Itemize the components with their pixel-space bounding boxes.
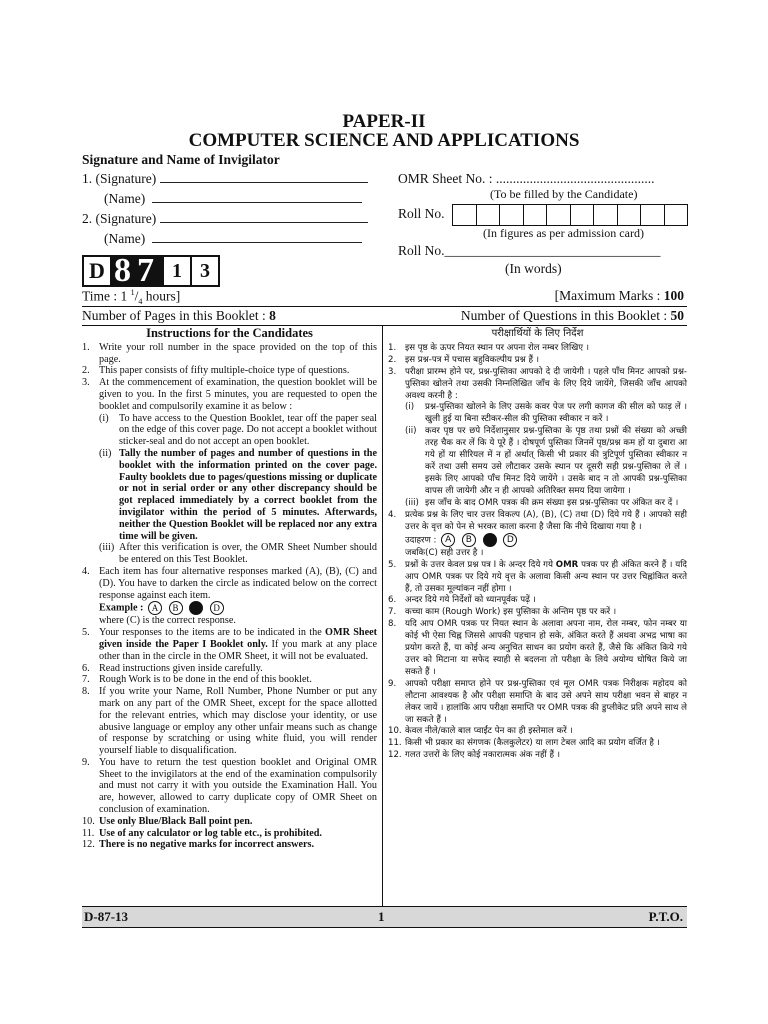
pages-count: Number of Pages in this Booklet : 8: [82, 308, 276, 323]
name-1: (Name): [104, 191, 362, 207]
hindi-heading: परीक्षार्थियों के लिए निर्देश: [491, 328, 584, 339]
booklet-code: [82, 252, 220, 289]
option-b-bubble: B: [169, 601, 183, 615]
page-number: 1: [378, 909, 385, 924]
booklet-code-footer: D-87-13: [84, 909, 129, 924]
signature-2: 2. (Signature): [82, 211, 368, 227]
roll-note: (In figures as per admission card): [483, 226, 644, 240]
code-session-2: 3: [200, 259, 210, 282]
hindi-option-d-bubble: D: [503, 533, 517, 547]
hindi-option-c-filled-bubble: [483, 533, 497, 547]
name-2: (Name): [104, 231, 362, 247]
time-allowed: Time : 1 $^1/_4$ hours]: [82, 288, 181, 307]
signature-1: 1. (Signature): [82, 171, 368, 187]
paper-number: PAPER-II: [342, 111, 426, 132]
max-marks: [Maximum Marks : 100: [554, 288, 684, 303]
page-footer: [82, 906, 687, 928]
pto-label: P.T.O.: [648, 909, 683, 924]
roll-words: Roll No.________________________________: [398, 243, 661, 258]
hindi-option-a-bubble: A: [441, 533, 455, 547]
code-letter: D: [84, 257, 112, 285]
english-instructions: Instructions for the Candidates 1. Write your roll number in the space provided on the top of this page. 2. This paper consists of fifty multiple-choice type of questions. 3. At the commencement of examination, the question booklet will be given to you. In the first 5 minutes, you are requested to open the booklet and compulsorily examine it as below : (i) To have access to the Question Booklet, tear off the paper seal on the edge of this cover page. Do not accept a booklet without sticker-seal and do not accept an open booklet. (ii) Tally the number of pages and number of questions in the booklet with the information printed on the cover page. Faulty booklets due to pages/questions missing or duplicate or not in serial order or any other discrepancy should be got replaced immediately by a correct booklet from the invigilator within the period of 5 minutes. Afterwards, neither the Question Booklet will be replaced nor any extra time will be given. (iii) After this verification is over, the OMR Sheet Number should be entered on this Test Booklet. 4. Each item has four alternative responses marked (A), (B), (C) and (D). You have to darken the circle as indicated below on the correct response against each item. Example : A B D where (C) is the correct response. 5. Your responses to the items are to be indicated in the OMR Sheet given inside the Paper I Booklet only. If you mark at any place other than in the circle in the OMR Sheet, it will not be evaluated. 6. Read instructions given inside carefully. 7. Rough Work is to be done in the end of this booklet. 8. If you write your Name, Roll Number, Phone Number or put any mark on any part of the OMR Sheet, except for the space allotted for the relevant entries, which may disclose your identity, or use abusive language or employ any other unfair means such as change of response by scratching or using white fluid, you will render yourself liable to disqualification. 9. You have to return the test question booklet and Original OMR Sheet to the invigilators at the end of the examination compulsorily and must not carry it with you outside the Examination Hall. You are, however, allowed to carry duplicate copy of OMR Sheet on conclusion of examination. 10. Use only Blue/Black Ball point pen. 11. Use of any calculator or log table etc., is prohibited. 12. There is no negative marks for incorrect answers.: [82, 326, 378, 851]
omr-note: (To be filled by the Candidate): [490, 187, 638, 201]
option-c-filled-bubble: [189, 601, 203, 615]
english-heading: Instructions for the Candidates: [146, 326, 313, 340]
invigilator-heading: Signature and Name of Invigilator: [82, 152, 280, 167]
option-a-bubble: A: [148, 601, 162, 615]
column-divider: [382, 326, 383, 906]
roll-label: Roll No.: [398, 206, 445, 221]
roll-number-boxes[interactable]: [452, 204, 688, 226]
paper-subject: COMPUTER SCIENCE AND APPLICATIONS: [188, 130, 580, 151]
hindi-instructions: परीक्षार्थियों के लिए निर्देश 1. इस पृष्ठ के ऊपर नियत स्थान पर अपना रोल नम्बर लिखिए । 2. इस प्रश्न-पत्र में पचास बहुविकल्पीय प्रश्न हैं । 3. परीक्षा प्रारम्भ होने पर, प्रश्न-पुस्तिका आपको दे दी जायेगी । पहले पाँच मिनट आपको प्रश्न-पुस्तिका खोलने तथा उसकी निम्नलिखित जाँच के लिए दिये जायेंगे, जिसकी जाँच आपको अवश्य करनी है : (i) प्रश्न-पुस्तिका खोलने के लिए उसके कवर पेज पर लगी कागज की सील को फाड़ लें । खुली हुई या बिना स्टीकर-सील की पुस्तिका स्वीकार न करें । (ii) कवर पृष्ठ पर छपे निर्देशानुसार प्रश्न-पुस्तिका के पृष्ठ तथा प्रश्नों की संख्या को अच्छी तरह चैक कर लें कि ये पूरे हैं । दोषपूर्ण पुस्तिका जिनमें पृष्ठ/प्रश्न कम हों या दुबारा आ गये हों या सीरियल में न हों अर्थात् किसी भी प्रकार की त्रुटिपूर्ण पुस्तिका स्वीकार न करें तथा उसी समय उसे लौटाकर उसके स्थान पर दूसरी सही प्रश्न-पुस्तिका ले लें । इसके लिए आपको पाँच मिनट दिये जायेंगे । उसके बाद न तो आपकी प्रश्न-पुस्तिका वापस ली जायेगी और न ही आपको अतिरिक्त समय दिया जायेगा । (iii) इस जाँच के बाद OMR पत्रक की क्रम संख्या इस प्रश्न-पुस्तिका पर अंकित कर दें । 4. प्रत्येक प्रश्न के लिए चार उत्तर विकल्प (A), (B), (C) तथा (D) दिये गये हैं । आपको सही उत्तर के वृत्त को पेन से भरकर काला करना है जैसा कि नीचे दिखाया गया है । उदाहरण : A B D जबकि(C) सही उत्तर है । 5. प्रश्नों के उत्तर केवल प्रश्न पत्र I के अन्दर दिये गये OMR पत्रक पर ही अंकित करने हैं । यदि आप OMR पत्रक पर दिये गये वृत्त के अलावा किसी अन्य स्थान पर उत्तर चिह्नांकित करते हैं, तो उसका मूल्यांकन नहीं होगा । 6. अन्दर दिये गये निर्देशों को ध्यानपूर्वक पढ़ें । 7. कच्चा काम (Rough Work) इस पुस्तिका के अन्तिम पृष्ठ पर करें । 8. यदि आप OMR पत्रक पर नियत स्थान के अलावा अपना नाम, रोल नम्बर, फोन नम्बर या कोई भी ऐसा चिह्न जिससे आपकी पहचान हो सके, अंकित करते हैं अथवा अभद्र भाषा का प्रयोग करते हैं, या कोई अन्य अनुचित साधन का प्रयोग करते हैं, जैसे कि अंकित किये गये उत्तर को मिटाना या सफेद स्याही से बदलना तो परीक्षा के लिये अयोग्य घोषित किये जा सकते हैं । 9. आपको परीक्षा समाप्त होने पर प्रश्न-पुस्तिका एवं मूल OMR पत्रक निरीक्षक महोदय को लौटाना आवश्यक है और परीक्षा समाप्ति के बाद उसे अपने साथ परीक्षा भवन से बाहर न लेकर जायें । हालांकि आप परीक्षा समाप्ति पर OMR पत्रक की डुप्लीकेट प्रति अपने साथ ले जा सकते हैं । 10. केवल नीले/काले बाल प्वाईंट पेन का ही इस्तेमाल करें । 11. किसी भी प्रकार का संगणक (कैलकुलेटर) या लाग टेबल आदि का प्रयोग वर्जित है । 12. गलत उत्तरों के लिए कोई नकारात्मक अंक नहीं हैं ।: [388, 328, 687, 761]
omr-sheet-number: OMR Sheet No. : ...............................................: [398, 171, 655, 186]
code-subject: 8 7: [112, 257, 164, 285]
code-session-1: 1: [164, 257, 192, 285]
hindi-example-row: उदाहरण : A B D: [388, 533, 687, 547]
hindi-option-b-bubble: B: [462, 533, 476, 547]
questions-count: Number of Questions in this Booklet : 50: [460, 308, 684, 323]
example-row: Example : A B D: [82, 601, 377, 615]
roll-words-note: (In words): [505, 261, 562, 276]
option-d-bubble: D: [210, 601, 224, 615]
